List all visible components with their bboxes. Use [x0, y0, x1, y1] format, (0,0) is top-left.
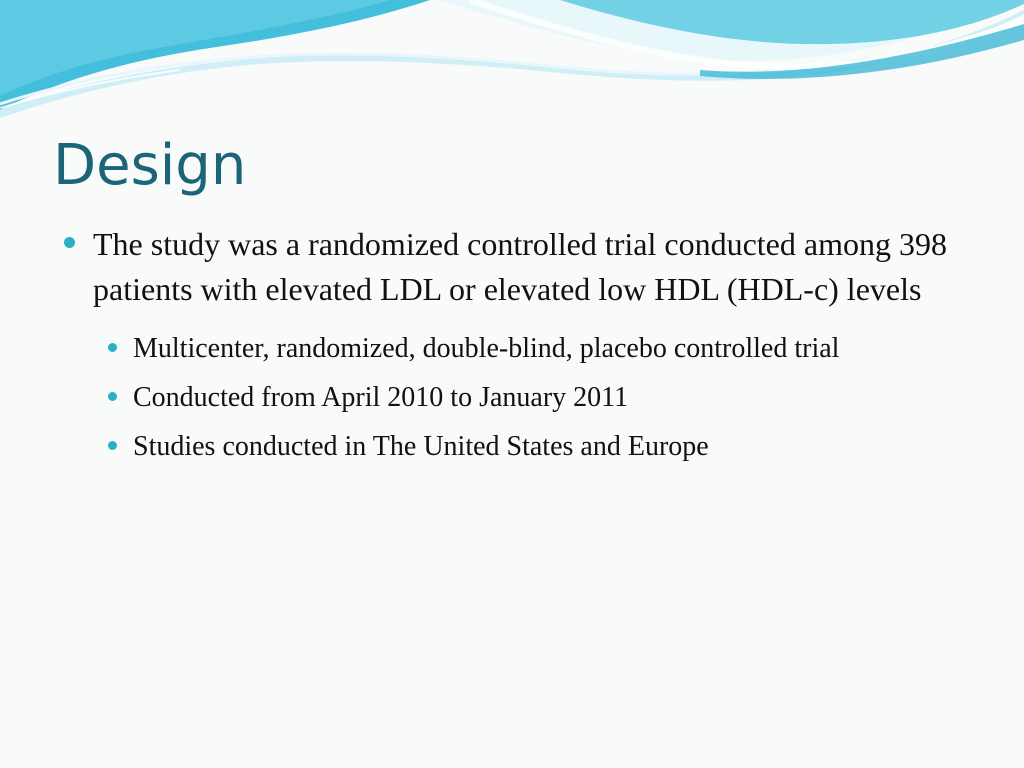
sub-bullet-dot-icon	[108, 392, 117, 401]
sub-bullet-text: Multicenter, randomized, double-blind, placebo controlled trial	[133, 333, 840, 364]
header-wave-decoration	[0, 0, 1024, 130]
sub-bullet-text: Studies conducted in The United States and Europe	[133, 431, 709, 462]
sub-bullet	[108, 426, 964, 467]
slide-title: Design	[53, 133, 247, 198]
main-bullet-text: The study was a randomized controlled trial conducted among 398 patients with elevated LDL or elevated low HDL (HDL-c) levels	[93, 226, 947, 307]
bullet-dot-icon	[64, 237, 75, 248]
main-bullet	[64, 222, 964, 312]
sub-bullet-text: Conducted from April 2010 to January 2011	[133, 382, 629, 413]
sub-bullet	[108, 328, 964, 369]
sub-bullet-dot-icon	[108, 343, 117, 352]
sub-bullet	[108, 377, 964, 418]
slide-content	[64, 222, 964, 475]
sub-bullet-dot-icon	[108, 441, 117, 450]
sub-bullet-list	[108, 328, 964, 467]
